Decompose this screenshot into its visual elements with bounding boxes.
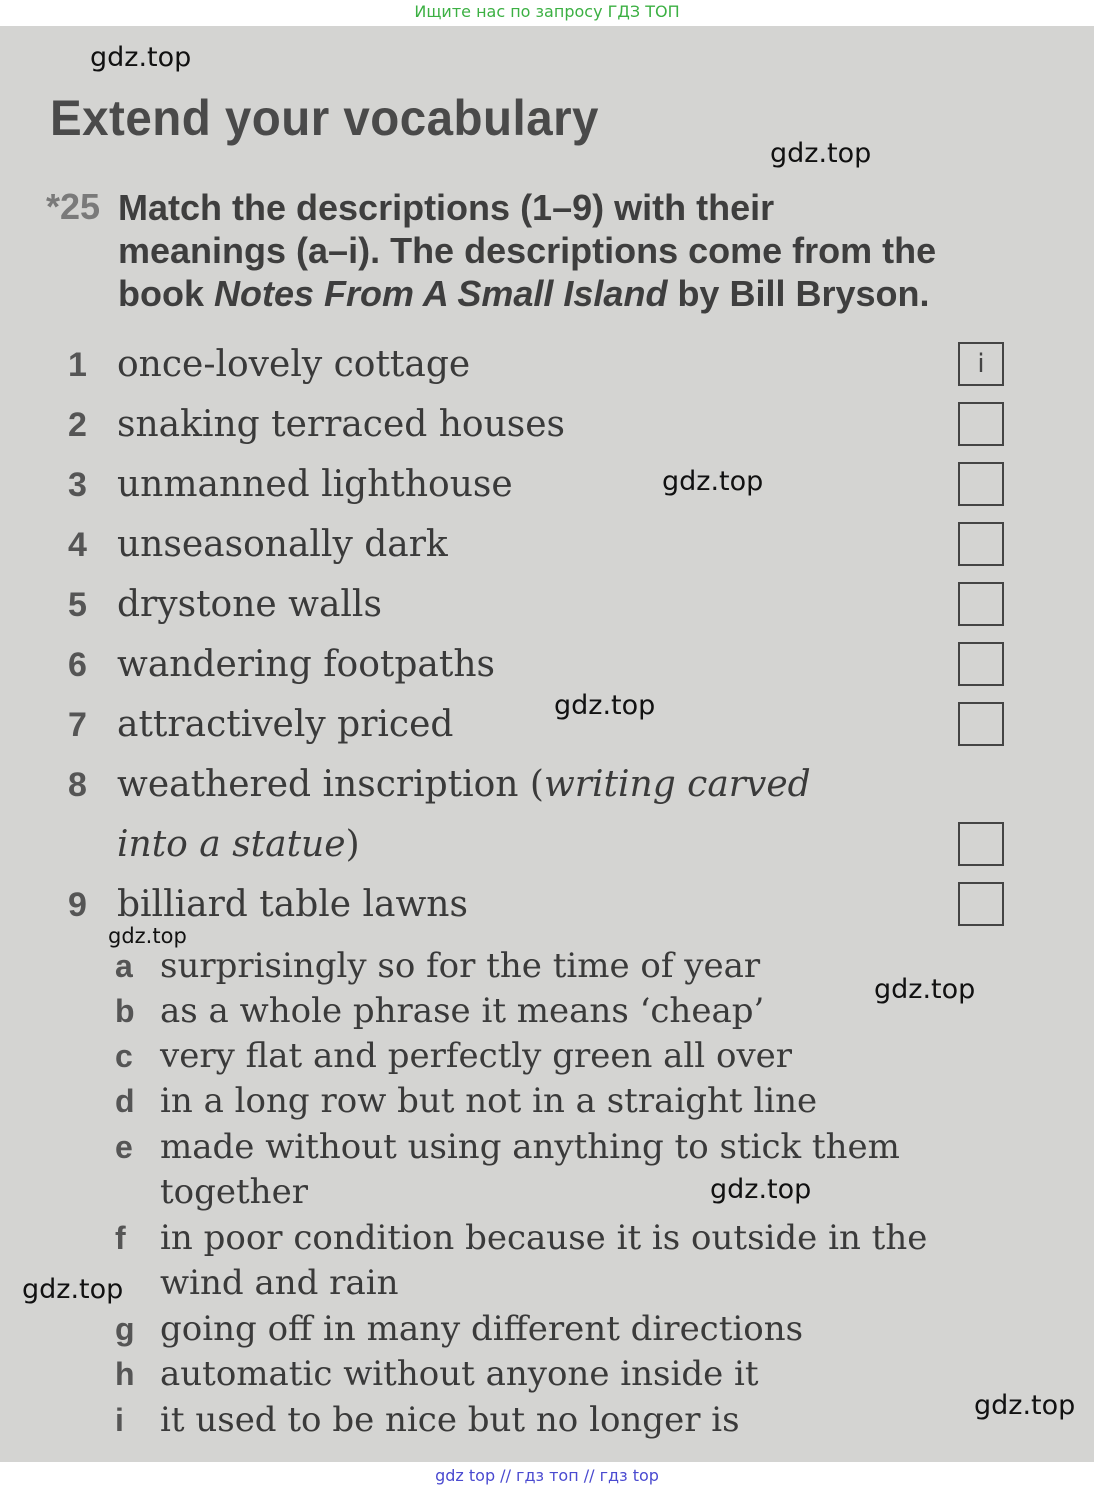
task-number: *25 [46,186,101,227]
item-text-continued [117,824,360,865]
top-banner[interactable]: Ищите нас по запросу ГДЗ ТОП [414,2,680,21]
item-number: 5 [68,586,87,624]
watermark: gdz.top [554,690,656,721]
watermark: gdz.top [770,138,872,169]
watermark: gdz.top [874,974,976,1005]
answer-box[interactable] [958,642,1004,686]
meaning-text-continued: wind and rain [160,1263,399,1303]
meaning-text: made without using anything to stick them [160,1127,900,1167]
item-text: unseasonally dark [117,524,448,565]
answer-box[interactable] [958,822,1004,866]
item-text: billiard table lawns [117,884,468,925]
item-text: snaking terraced houses [117,404,566,445]
watermark: gdz.top [662,466,764,497]
meaning-text: very flat and perfectly green all over [160,1036,793,1076]
meaning-text: it used to be nice but no longer is [160,1400,740,1440]
watermark: gdz.top [710,1174,812,1205]
meaning-text: in poor condition because it is outside in the [160,1218,928,1258]
item-number: 4 [68,526,87,564]
instruction-line-3-post: by Bill Bryson. [667,273,930,314]
item-number: 3 [68,466,87,504]
watermark: gdz.top [974,1390,1076,1421]
item-number: 2 [68,406,87,444]
section-heading: Extend your vocabulary [50,90,599,146]
book-title: Notes From A Small Island [214,273,668,314]
answer-box[interactable] [958,402,1004,446]
answer-box[interactable] [958,702,1004,746]
answer-box[interactable] [958,522,1004,566]
item-text [117,764,811,805]
meaning-text: automatic without anyone inside it [160,1354,759,1394]
meaning-letter: e [115,1129,133,1165]
item-number: 1 [68,346,87,384]
answer-box[interactable] [958,582,1004,626]
item-text-italic: into a statue [117,824,346,865]
meaning-text: going off in many different directions [160,1309,804,1349]
meaning-letter: f [115,1220,126,1256]
item-text-pre: weathered inscription ( [117,764,544,805]
answer-box[interactable]: i [958,342,1004,386]
item-text: once-lovely cottage [117,344,471,385]
meaning-letter: b [115,993,135,1029]
watermark: gdz.top [108,924,187,948]
answer-box[interactable] [958,462,1004,506]
meaning-letter: i [115,1402,124,1438]
textbook-page [0,26,1094,1462]
meaning-letter: c [115,1038,133,1074]
item-number: 9 [68,886,87,924]
bottom-banner[interactable]: gdz top // гдз топ // гдз top [435,1466,659,1485]
item-number: 8 [68,766,87,804]
instruction-line-2: meanings (a–i). The descriptions come from the [118,230,937,271]
meaning-letter: g [115,1311,135,1347]
item-number: 7 [68,706,87,744]
meaning-text: as a whole phrase it means ‘cheap’ [160,991,765,1031]
meaning-letter: a [115,948,133,984]
meaning-letter: h [115,1356,135,1392]
meaning-text-continued: together [160,1172,308,1212]
item-text: attractively priced [117,704,454,745]
instruction-line-1: Match the descriptions (1–9) with their [118,187,775,228]
item-text: unmanned lighthouse [117,464,513,505]
item-number: 6 [68,646,87,684]
meaning-text: in a long row but not in a straight line [160,1081,818,1121]
item-text-post: ) [345,824,360,865]
item-text: wandering footpaths [117,644,495,685]
instruction-line-3-pre: book [118,273,214,314]
watermark: gdz.top [22,1274,124,1305]
meaning-text: surprisingly so for the time of year [160,946,761,986]
answer-box[interactable] [958,882,1004,926]
item-text: drystone walls [117,584,382,625]
watermark: gdz.top [90,42,192,73]
item-text-italic: writing carved [543,764,811,805]
meaning-letter: d [115,1083,135,1119]
task-instruction [118,186,1078,315]
instruction-line-3 [118,272,1078,315]
